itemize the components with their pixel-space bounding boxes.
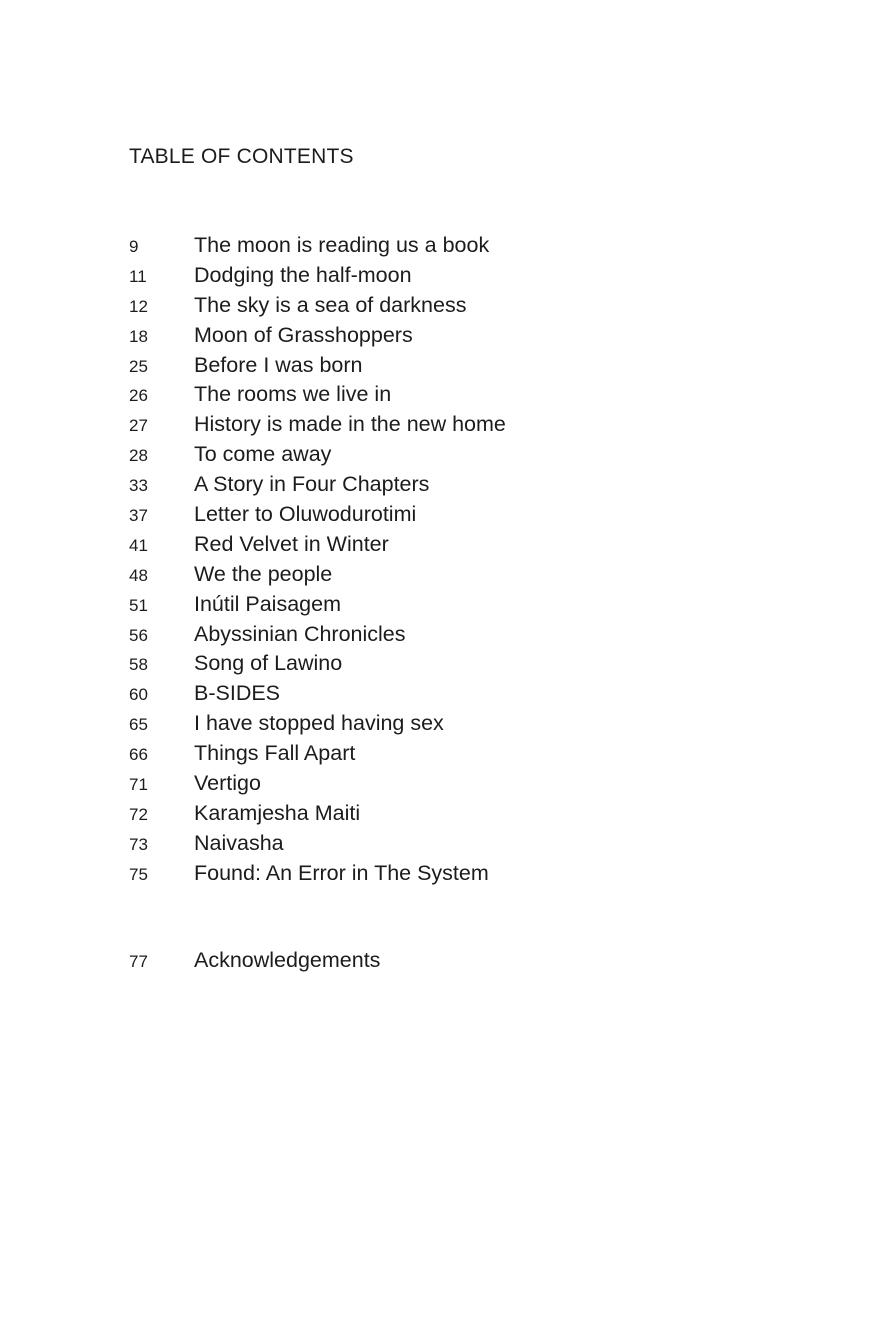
toc-page-number: 48: [129, 565, 148, 585]
toc-title: Acknowledgements: [194, 948, 381, 972]
toc-entry: [129, 739, 829, 769]
toc-title: Red Velvet in Winter: [194, 531, 389, 556]
toc-entry: [129, 500, 829, 530]
toc-page-number: 33: [129, 476, 148, 496]
toc-title: The rooms we live in: [194, 382, 392, 407]
toc-entry: [129, 649, 829, 679]
toc-title: Vertigo: [194, 771, 261, 796]
toc-entry: [129, 679, 829, 709]
toc-title: I have stopped having sex: [194, 711, 444, 736]
toc-title: Abyssinian Chronicles: [194, 621, 406, 646]
toc-entry: [129, 709, 829, 739]
toc-entry: [129, 799, 829, 829]
toc-entry: [129, 380, 829, 410]
toc-page-number: 58: [129, 655, 148, 675]
toc-heading: TABLE OF CONTENTS: [129, 145, 354, 168]
toc-page-number: 25: [129, 356, 148, 376]
toc-page-number: 71: [129, 775, 148, 795]
toc-page-number: 37: [129, 506, 148, 526]
toc-entry: [129, 410, 829, 440]
toc-page-number: 12: [129, 296, 148, 316]
toc-page-number: 41: [129, 535, 148, 555]
toc-page-number: 56: [129, 625, 148, 645]
toc-title: We the people: [194, 561, 333, 586]
toc-entry: [129, 859, 829, 889]
toc-title: Dodging the half-moon: [194, 262, 412, 287]
toc-entry: [129, 291, 829, 321]
toc-entry: [129, 769, 829, 799]
toc-title: Naivasha: [194, 830, 284, 855]
toc-page-number: 11: [129, 266, 147, 286]
toc-page-number: 77: [129, 952, 148, 971]
toc-page-number: 26: [129, 386, 148, 406]
toc-entry: [129, 440, 829, 470]
toc-title: Things Fall Apart: [194, 741, 356, 766]
toc-page-number: 75: [129, 864, 148, 884]
toc-entry-acknowledgements: [129, 946, 829, 976]
toc-title: To come away: [194, 442, 332, 467]
toc-title: A Story in Four Chapters: [194, 472, 430, 497]
toc-entry: [129, 620, 829, 650]
toc-entry: [129, 231, 829, 261]
toc-entry: [129, 351, 829, 381]
toc-page-number: 73: [129, 834, 148, 854]
toc-page-number: 66: [129, 745, 148, 765]
toc-page-number: 72: [129, 804, 148, 824]
toc-page-number: 27: [129, 416, 148, 436]
toc-page-number: 9: [129, 237, 139, 256]
toc-title: The sky is a sea of darkness: [194, 292, 467, 317]
toc-entry: [129, 829, 829, 859]
toc-entry: [129, 321, 829, 351]
toc-title: Found: An Error in The System: [194, 860, 489, 885]
toc-title: Letter to Oluwodurotimi: [194, 502, 417, 527]
toc-title: Before I was born: [194, 352, 363, 377]
toc-entry: [129, 590, 829, 620]
toc-title: Song of Lawino: [194, 651, 343, 676]
toc-acknowledgements-section: [129, 946, 829, 976]
toc-page-number: 65: [129, 715, 148, 735]
toc-entry: [129, 530, 829, 560]
toc-page-number: 18: [129, 326, 148, 346]
toc-page-number: 51: [129, 595, 148, 615]
toc-title: B-SIDES: [194, 681, 281, 706]
toc-title: Moon of Grasshoppers: [194, 322, 413, 347]
toc-entry: [129, 261, 829, 291]
toc-entry: [129, 470, 829, 500]
toc-title: Karamjesha Maiti: [194, 800, 361, 825]
toc-page-number: 60: [129, 685, 148, 705]
toc-entry: [129, 560, 829, 590]
toc-list: [129, 231, 829, 889]
toc-title: Inútil Paisagem: [194, 591, 341, 616]
toc-title: The moon is reading us a book: [194, 233, 490, 257]
toc-title: History is made in the new home: [194, 412, 506, 437]
toc-page-number: 28: [129, 446, 148, 466]
